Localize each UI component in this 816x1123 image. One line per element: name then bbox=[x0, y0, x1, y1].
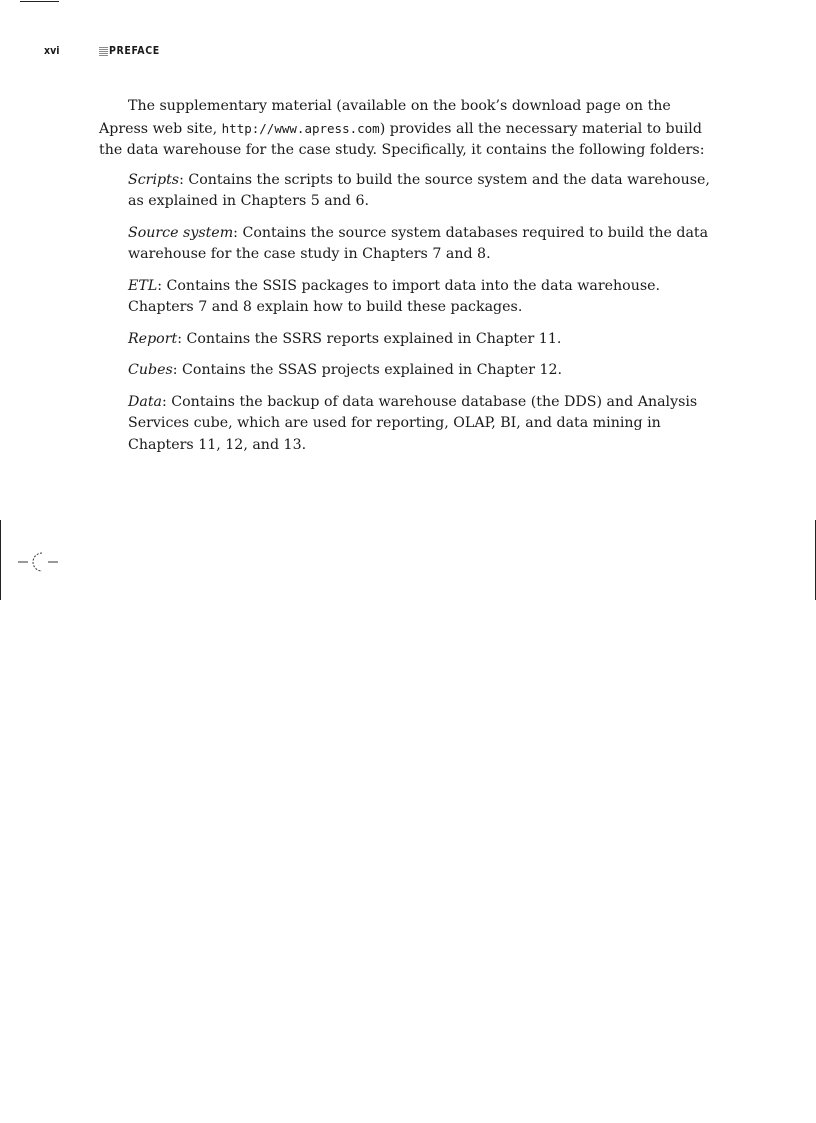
folder-name: ETL bbox=[128, 277, 158, 294]
folder-name: Source system bbox=[128, 224, 234, 241]
folder-description: : Contains the SSIS packages to import data into the data warehouse. Chapters 7 and 8 explain how to build these packages. bbox=[128, 277, 661, 315]
folder-name: Report bbox=[128, 330, 178, 347]
crop-mark-top bbox=[20, 1, 59, 2]
registration-mark-icon bbox=[18, 550, 60, 574]
folder-description: : Contains the source system databases required to build the data warehouse for the case study in Chapters 7 and 8. bbox=[128, 224, 709, 262]
intro-paragraph bbox=[99, 96, 719, 162]
folder-description: : Contains the SSAS projects explained in Chapter 12. bbox=[172, 362, 563, 378]
folder-name: Data bbox=[128, 393, 162, 410]
running-header bbox=[44, 44, 160, 58]
folder-description: : Contains the scripts to build the source system and the data warehouse, as explained in Chapters 5 and 6. bbox=[128, 171, 710, 209]
folder-item-etl bbox=[128, 276, 719, 319]
folder-description: : Contains the backup of data warehouse database (the DDS) and Analysis Services cube, which are used for reporting, OLAP, BI, and data mining in Chapters 11, 12, and 13. bbox=[128, 393, 698, 453]
folder-item-report bbox=[128, 329, 719, 351]
intro-text-end: ) provides all the necessary material to build the data warehouse for the case study. Specifically, it contains the following folders: bbox=[99, 120, 705, 158]
intro-text-start: The supplementary material (available on the book’s download page on the Apress web site, bbox=[99, 98, 671, 137]
folder-name: Scripts bbox=[128, 171, 180, 188]
section-marker-icon bbox=[99, 47, 108, 56]
folder-item-source-system bbox=[128, 223, 719, 266]
folder-name: Cubes bbox=[128, 362, 173, 378]
folder-item-cubes bbox=[128, 360, 719, 382]
body-text bbox=[99, 96, 719, 466]
page-number: xvi bbox=[44, 45, 60, 57]
folder-item-data bbox=[128, 392, 719, 457]
folder-item-scripts bbox=[128, 170, 719, 213]
apress-url: http://www.apress.com bbox=[221, 120, 380, 136]
section-title: PREFACE bbox=[109, 45, 160, 57]
crop-mark-left bbox=[0, 520, 1, 600]
folder-description: : Contains the SSRS reports explained in Chapter 11. bbox=[177, 330, 562, 347]
